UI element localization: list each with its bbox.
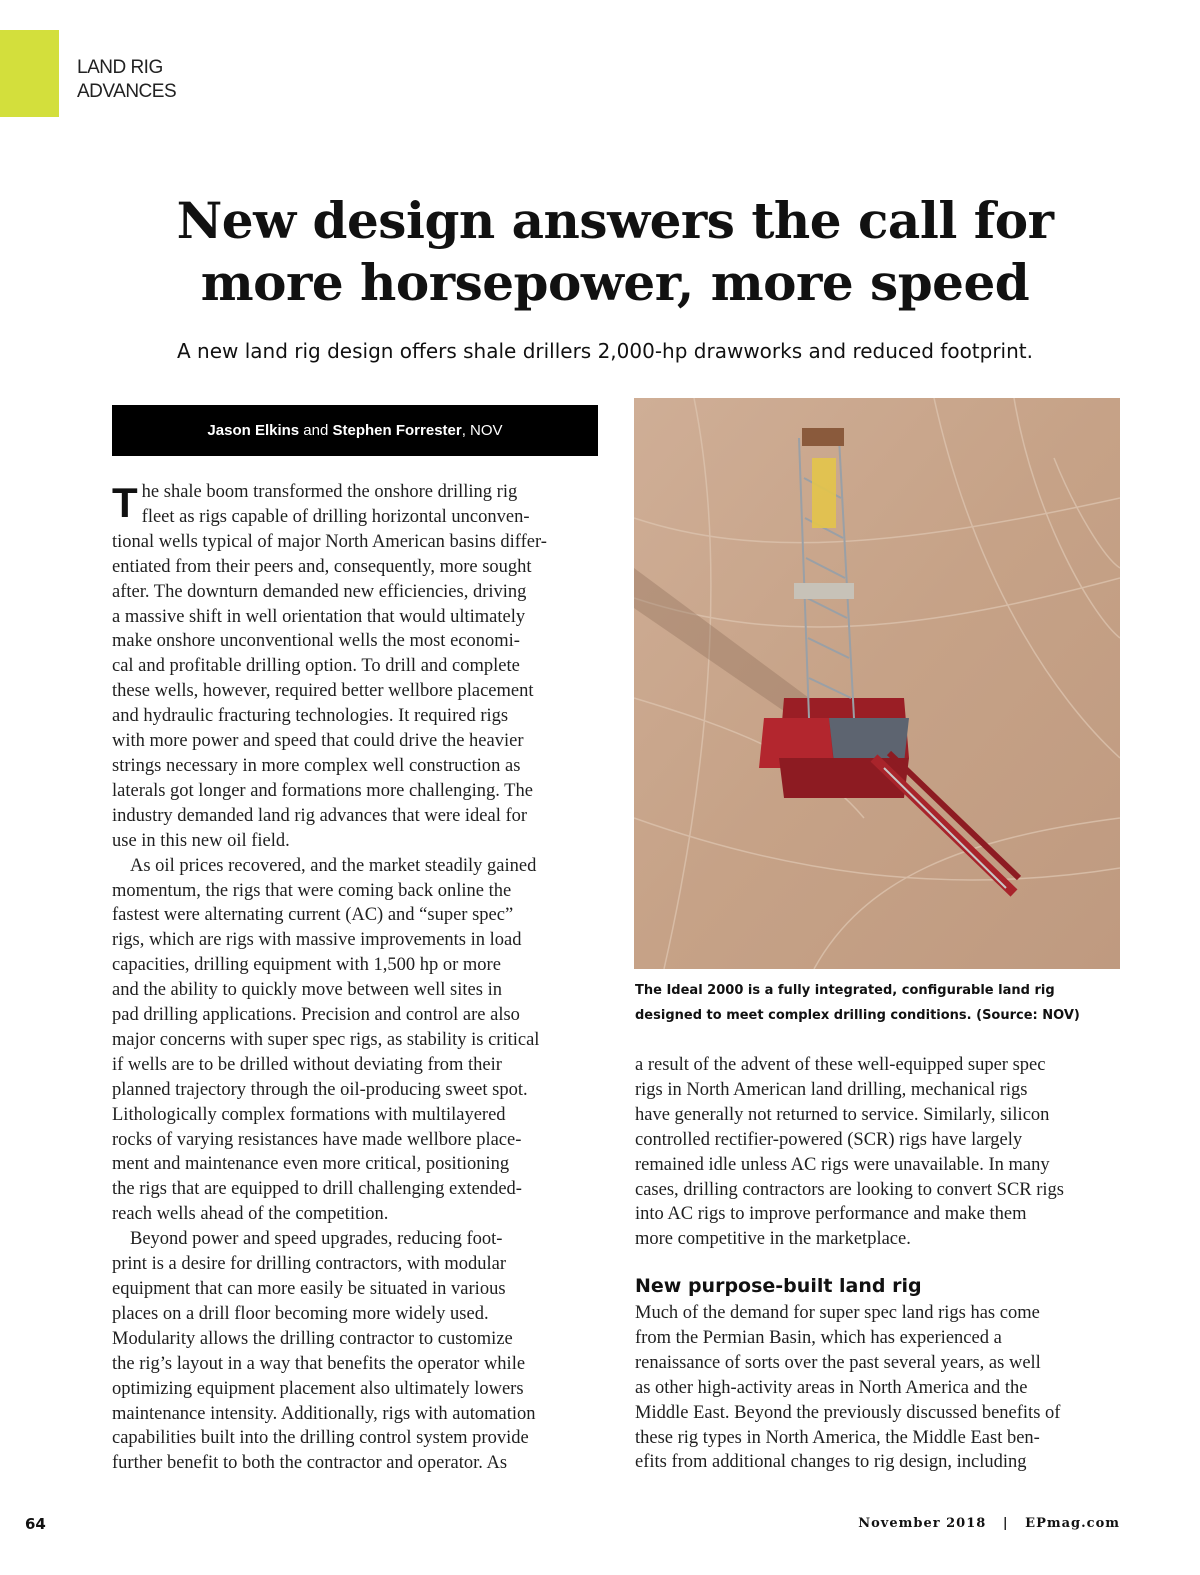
- body-line: planned trajectory through the oil-producing sweet spot.: [112, 1079, 528, 1100]
- body-line: reach wells ahead of the competition.: [112, 1204, 389, 1225]
- body-line: cases, drilling contractors are looking to convert SCR rigs: [635, 1179, 1065, 1200]
- page-number: 64: [25, 1515, 46, 1533]
- subhead: New purpose-built land rig: [635, 1275, 922, 1297]
- body-line: Modularity allows the drilling contractor to customize: [112, 1328, 513, 1349]
- body-line: efits from additional changes to rig design, including: [635, 1452, 1027, 1473]
- body-line: equipment that can more easily be situated in various: [112, 1279, 506, 1299]
- author-1: Jason Elkins: [207, 422, 300, 439]
- body-line: these rig types in North America, the Middle East ben-: [635, 1427, 1040, 1448]
- body-line: entiated from their peers and, consequently, more sought: [112, 556, 532, 577]
- body-line: capabilities built into the drilling control system provide: [112, 1428, 529, 1449]
- body-line: cal and profitable drilling option. To drill and complete: [112, 656, 520, 677]
- body-line: controlled rectifier-powered (SCR) rigs have largely: [635, 1129, 1023, 1150]
- body-line: if wells are to be drilled without deviating from their: [112, 1054, 502, 1075]
- drilling-rig-illustration: [634, 398, 1120, 969]
- section-tab: [0, 30, 59, 117]
- body-line: have generally not returned to service. Similarly, silicon: [635, 1104, 1050, 1125]
- body-line: these wells, however, required better wellbore placement: [112, 681, 534, 702]
- rig-photo: [634, 398, 1120, 969]
- body-line: renaissance of sorts over the past several years, as well: [635, 1352, 1041, 1373]
- body-line: places on a drill floor becoming more widely used.: [112, 1303, 489, 1324]
- body-line: a massive shift in well orientation that would ultimately: [112, 606, 526, 627]
- body-line: optimizing equipment placement also ultimately lowers: [112, 1378, 524, 1399]
- body-line: and hydraulic fracturing technologies. It required rigs: [112, 706, 509, 727]
- body-line: industry demanded land rig advances that were ideal for: [112, 805, 528, 826]
- body-line: tional wells typical of major North American basins differ-: [112, 531, 547, 552]
- left-column: [112, 480, 598, 1476]
- author-2: Stephen Forrester: [332, 422, 462, 439]
- deck: A new land rig design offers shale drillers 2,000-hp drawworks and reduced footprint.: [176, 339, 1033, 363]
- section-label-line-1: LAND RIG: [77, 57, 163, 78]
- photo-caption: [635, 978, 1125, 1028]
- body-line: fastest were alternating current (AC) and “super spec”: [112, 905, 514, 926]
- body-line: as other high-activity areas in North America and the: [635, 1377, 1028, 1398]
- body-line: rocks of varying resistances have made wellbore place-: [112, 1129, 522, 1150]
- right-column-bottom: [635, 1301, 1122, 1475]
- headline-line-2: more horsepower, more speed: [200, 253, 1030, 312]
- body-line: Lithologically complex formations with multilayered: [112, 1104, 506, 1125]
- body-line: Beyond power and speed upgrades, reducing foot-: [130, 1229, 503, 1250]
- body-line: into AC rigs to improve performance and make them: [635, 1204, 1027, 1225]
- issue-footer: November 2018 | EPmag.com: [858, 1516, 1120, 1531]
- section-label: [77, 56, 176, 104]
- body-line: momentum, the rigs that were coming back online the: [112, 880, 512, 901]
- caption-line-2: designed to meet complex drilling conditions. (Source: NOV): [635, 1008, 1080, 1023]
- headline: [100, 190, 1130, 314]
- body-line: maintenance intensity. Additionally, rigs with automation: [112, 1403, 536, 1424]
- byline-conjunction: and: [299, 422, 333, 439]
- headline-line-1: New design answers the call for: [176, 191, 1054, 250]
- body-line: further benefit to both the contractor and operator. As: [112, 1453, 508, 1474]
- body-line: the rig’s layout in a way that benefits the operator while: [112, 1353, 526, 1374]
- body-line: capacities, drilling equipment with 1,500 hp or more: [112, 955, 501, 976]
- body-line: pad drilling applications. Precision and control are also: [112, 1005, 520, 1026]
- byline: [112, 405, 598, 456]
- body-line: a result of the advent of these well-equipped super spec: [635, 1055, 1046, 1075]
- body-line: major concerns with super spec rigs, as stability is critical: [112, 1029, 540, 1050]
- byline-organization: , NOV: [461, 422, 503, 439]
- body-line: rigs in North American land drilling, mechanical rigs: [635, 1079, 1028, 1100]
- body-line: remained idle unless AC rigs were unavailable. In many: [635, 1154, 1050, 1175]
- body-line: after. The downturn demanded new efficiencies, driving: [112, 581, 527, 602]
- body-line: Middle East. Beyond the previously discussed benefits of: [635, 1402, 1061, 1423]
- body-line: with more power and speed that could drive the heavier: [112, 731, 524, 752]
- body-line: make onshore unconventional wells the most economi-: [112, 631, 520, 652]
- right-column-top: [635, 1053, 1122, 1252]
- drop-cap: T: [112, 479, 138, 526]
- body-line: rigs, which are rigs with massive improvements in load: [112, 930, 522, 951]
- caption-line-1: The Ideal 2000 is a fully integrated, configurable land rig: [635, 983, 1055, 998]
- body-line: the rigs that are equipped to drill challenging extended-: [112, 1179, 522, 1200]
- body-line: As oil prices recovered, and the market steadily gained: [130, 855, 537, 876]
- body-line: he shale boom transformed the onshore drilling rig: [141, 482, 518, 502]
- body-line: use in this new oil field.: [112, 830, 290, 851]
- body-line: ment and maintenance even more critical, positioning: [112, 1154, 510, 1175]
- body-line: print is a desire for drilling contractors, with modular: [112, 1254, 507, 1275]
- body-line: and the ability to quickly move between well sites in: [112, 980, 502, 1001]
- section-label-line-2: ADVANCES: [77, 81, 177, 102]
- body-line: strings necessary in more complex well construction as: [112, 755, 521, 776]
- body-line: laterals got longer and formations more challenging. The: [112, 780, 533, 801]
- body-line: from the Permian Basin, which has experienced a: [635, 1327, 1002, 1348]
- body-line: fleet as rigs capable of drilling horizontal unconven-: [141, 506, 530, 527]
- body-line: Much of the demand for super spec land rigs has come: [635, 1303, 1040, 1323]
- body-line: more competitive in the marketplace.: [635, 1229, 911, 1250]
